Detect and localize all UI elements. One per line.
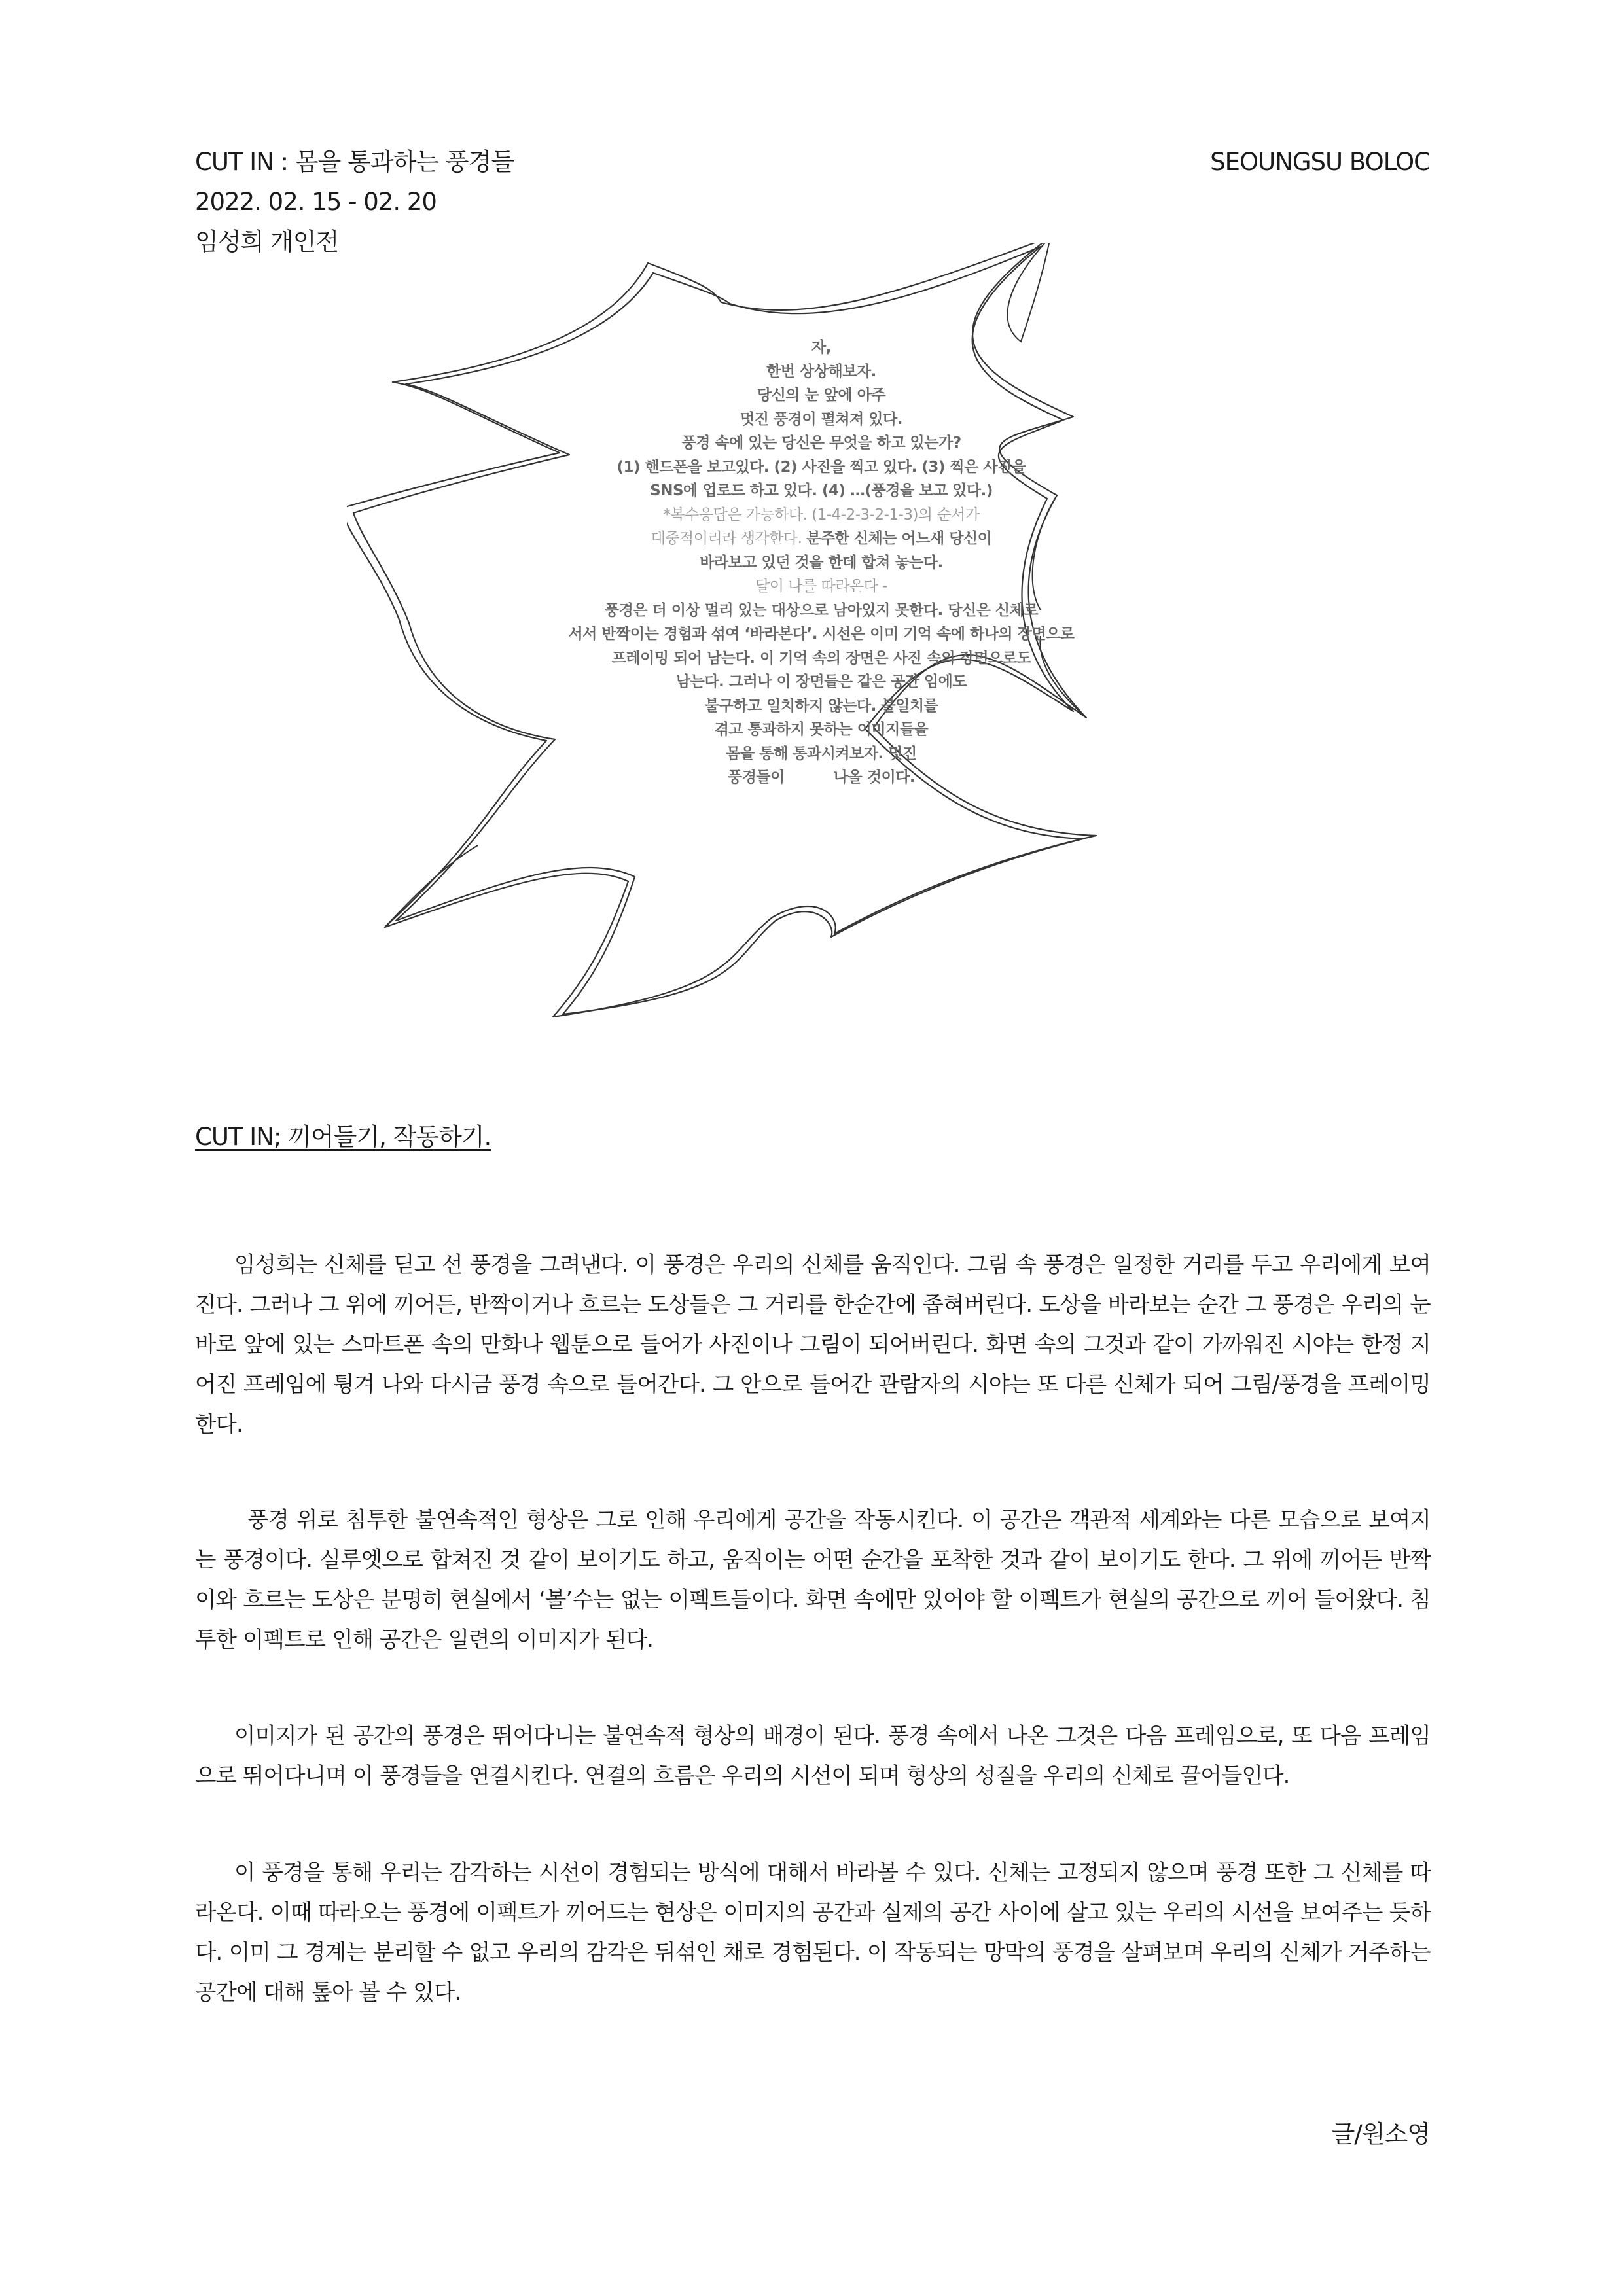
author-credit: 글/원소영: [1331, 2120, 1430, 2148]
poem-line: SNS에 업로드 하고 있다. (4) …(풍경을 보고 있다.): [650, 482, 993, 499]
poem-line: 한번 상상해보자.: [766, 362, 876, 380]
poem-line: 풍경은 더 이상 멀리 있는 대상으로 남아있지 못한다. 당신은 신체로: [604, 601, 1039, 619]
poem-line: 불구하고 일치하지 않는다. 불일치를: [704, 697, 938, 715]
body-paragraph-1: 임성희는 신체를 딛고 선 풍경을 그려낸다. 이 풍경은 우리의 신체를 움직인다. 그림 속 풍경은 일정한 거리를 두고 우리에게 보여진다. 그러나 그 위에 끼어든, 반짝이거나 흐르는 도상들은 그 거리를 한순간에 좁혀버린다. 도상을 바라보는 순간 그 풍경은 우리의 눈 바로 앞에 있는 스마트폰 속의 만화나 웹툰으로 들어가 사진이나 그림이 되어버린다. 화면 속의 그것과 같이 가까워진 시야는 한정 지어진 프레임에 튕겨 나와 다시금 풍경 속으로 들어간다. 그 안으로 들어간 관람자의 시야는 또 다른 신체가 되어 그림/풍경을 프레이밍 한다.: [195, 1252, 1431, 1437]
poem-line: 겪고 통과하지 못하는 이미지들을: [714, 721, 929, 738]
poem-line: 풍경들이 나올 것이다.: [727, 769, 916, 786]
poem-line: 달이 나를 따라온다 -: [755, 578, 887, 595]
poem-line: 바라보고 있던 것을 한데 합쳐 놓는다.: [700, 554, 943, 571]
exhibition-dates: 2022. 02. 15 - 02. 20: [195, 188, 437, 216]
poem-line: 멋진 풍경이 펼쳐져 있다.: [740, 410, 902, 428]
poem-line: 당신의 눈 앞에 아주: [757, 387, 886, 404]
poem-line: 풍경 속에 있는 당신은 무엇을 하고 있는가?: [681, 434, 961, 451]
poem-line: *복수응답은 가능하다. (1-4-2-3-2-1-3)의 순서가: [663, 506, 980, 523]
body-paragraph-4: 이 풍경을 통해 우리는 감각하는 시선이 경험되는 방식에 대해서 바라볼 수 있다. 신체는 고정되지 않으며 풍경 또한 그 신체를 따라온다. 이때 따라오는 풍경에 이펙트가 끼어드는 현상은 이미지의 공간과 실제의 공간 사이에 살고 있는 우리의 시선을 보여주는 듯하다. 이미 그 경계는 분리할 수 없고 우리의 감각은 뒤섞인 채로 경험된다. 이 작동되는 망막의 풍경을 살펴보며 우리의 신체가 거주하는 공간에 대해 톺아 볼 수 있다.: [195, 1860, 1431, 2005]
poem-line: 프레이밍 되어 남는다. 이 기억 속의 장면은 사진 속의 장면으로도: [611, 649, 1031, 667]
poem-line: 자,: [812, 339, 831, 356]
exhibition-type: 임성희 개인전: [195, 228, 339, 256]
exhibition-title: CUT IN : 몸을 통과하는 풍경들: [195, 148, 514, 176]
poem-line-light-part: 대중적이리라 생각한다.: [651, 530, 807, 547]
poem-line-mixed: [497, 527, 1145, 551]
venue-name: SEOUNGSU BOLOC: [1210, 148, 1430, 176]
burst-poem: [497, 336, 1145, 790]
poem-line: (1) 핸드폰을 보고있다. (2) 사진을 찍고 있다. (3) 찍은 사진을: [616, 458, 1026, 476]
poem-line: 서서 반짝이는 경험과 섞여 ‘바라본다’. 시선은 이미 기억 속에 하나의 장면으로: [568, 626, 1075, 643]
poem-line: 몸을 통해 통과시켜보자. 멋진: [726, 745, 917, 762]
body-paragraph-2: 풍경 위로 침투한 불연속적인 형상은 그로 인해 우리에게 공간을 작동시킨다. 이 공간은 객관적 세계와는 다른 모습으로 보여지는 풍경이다. 실루엣으로 합쳐진 것 같이 보이기도 하고, 움직이는 어떤 순간을 포착한 것과 같이 보이기도 한다. 그 위에 끼어든 반짝이와 흐르는 도상은 분명히 현실에서 ‘볼’수는 없는 이펙트들이다. 화면 속에만 있어야 할 이펙트가 현실의 공간으로 끼어 들어왔다. 침투한 이펙트로 인해 공간은 일련의 이미지가 된다.: [195, 1507, 1431, 1652]
body-paragraph-3: 이미지가 된 공간의 풍경은 뛰어다니는 불연속적 형상의 배경이 된다. 풍경 속에서 나온 그것은 다음 프레임으로, 또 다음 프레임으로 뛰어다니며 이 풍경들을 연결시킨다. 연결의 흐름은 우리의 시선이 되며 형상의 성질을 우리의 신체로 끌어들인다.: [195, 1723, 1431, 1788]
poem-line-bold-part: 분주한 신체는 어느새 당신이: [806, 530, 992, 547]
section-title: CUT IN; 끼어들기, 작동하기.: [195, 1123, 491, 1151]
poem-line: 남는다. 그러나 이 장면들은 같은 공간 임에도: [675, 673, 967, 690]
